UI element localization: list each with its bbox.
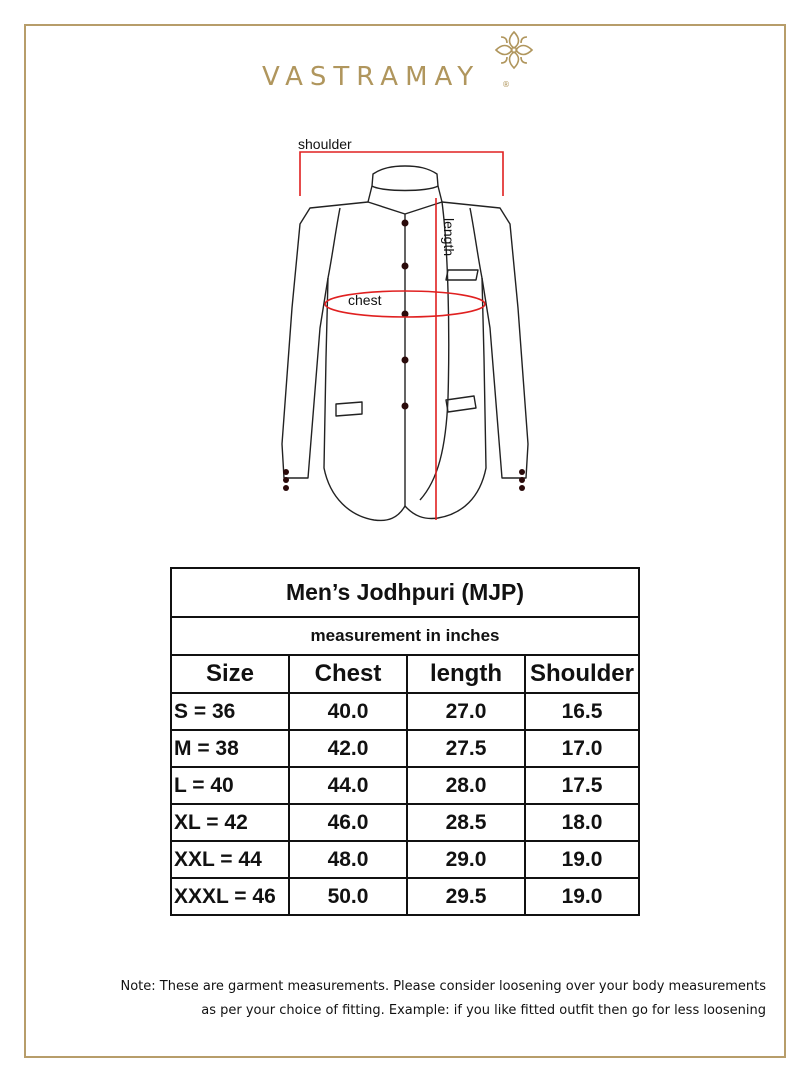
size-cell: XXL = 44 [171, 841, 289, 878]
length-cell: 28.0 [407, 767, 525, 804]
table-header-row [171, 655, 639, 693]
shoulder-cell: 17.0 [525, 730, 639, 767]
measurement-note [40, 975, 766, 1023]
table-row [171, 693, 639, 730]
table-row [171, 878, 639, 915]
length-cell: 27.0 [407, 693, 525, 730]
header-size: Size [171, 655, 289, 693]
table-subtitle: measurement in inches [171, 617, 639, 655]
registered-mark: ® [502, 80, 510, 89]
shoulder-cell: 16.5 [525, 693, 639, 730]
table-row [171, 804, 639, 841]
jodhpuri-jacket-diagram [270, 128, 540, 528]
size-cell: S = 36 [171, 693, 289, 730]
table-row [171, 841, 639, 878]
length-cell: 29.5 [407, 878, 525, 915]
header-length: length [407, 655, 525, 693]
size-cell: L = 40 [171, 767, 289, 804]
length-cell: 28.5 [407, 804, 525, 841]
chest-cell: 48.0 [289, 841, 407, 878]
length-cell: 27.5 [407, 730, 525, 767]
chest-cell: 40.0 [289, 693, 407, 730]
brand-logo [262, 28, 552, 98]
size-chart-table [170, 567, 640, 916]
shoulder-cell: 18.0 [525, 804, 639, 841]
shoulder-cell: 19.0 [525, 878, 639, 915]
table-title: Men’s Jodhpuri (MJP) [171, 568, 639, 617]
chest-cell: 42.0 [289, 730, 407, 767]
table-row [171, 730, 639, 767]
size-cell: XL = 42 [171, 804, 289, 841]
note-line-1: Note: These are garment measurements. Please consider loosening over your body measurements [120, 979, 766, 994]
size-cell: XXXL = 46 [171, 878, 289, 915]
chest-cell: 44.0 [289, 767, 407, 804]
note-line-2: as per your choice of fitting. Example: if you like fitted outfit then go for less loosening [201, 1003, 766, 1018]
length-cell: 29.0 [407, 841, 525, 878]
brand-name: VASTRAMAY [262, 62, 481, 92]
length-label: length [441, 218, 457, 257]
table-row [171, 767, 639, 804]
chest-cell: 46.0 [289, 804, 407, 841]
header-shoulder: Shoulder [525, 655, 639, 693]
size-cell: M = 38 [171, 730, 289, 767]
chest-label: chest [348, 292, 382, 308]
shoulder-cell: 17.5 [525, 767, 639, 804]
chest-cell: 50.0 [289, 878, 407, 915]
logo-flourish-icon [492, 28, 536, 72]
header-chest: Chest [289, 655, 407, 693]
shoulder-label: shoulder [298, 136, 352, 152]
shoulder-cell: 19.0 [525, 841, 639, 878]
